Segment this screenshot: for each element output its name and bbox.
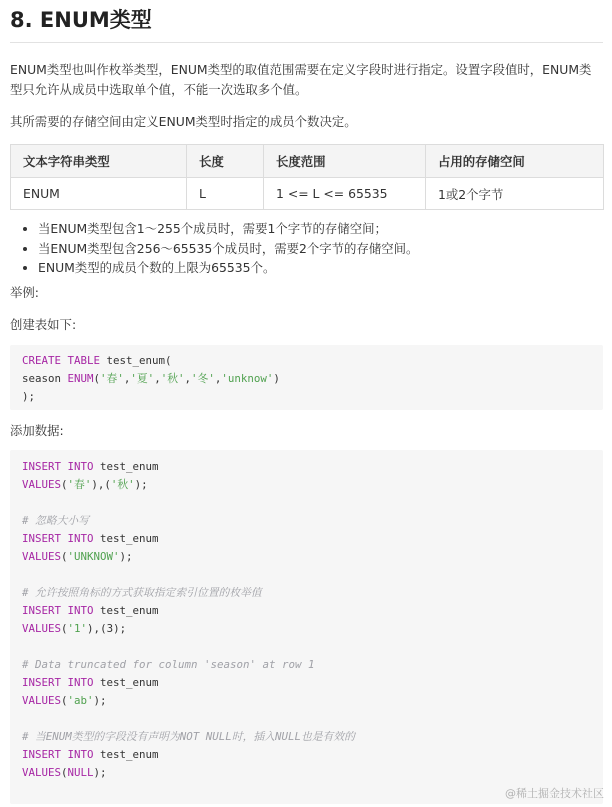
table-cell: 1 <= L <= 65535 <box>264 178 426 210</box>
code-keyword: CREATE TABLE <box>22 353 101 367</box>
code-string: '1' <box>67 621 88 635</box>
intro-paragraph: ENUM类型也叫作枚举类型，ENUM类型的取值范围需要在定义字段时进行指定。设置字段值时，ENUM类型只允许从成员中选取单个值，不能一次选取多个值。 <box>10 62 592 97</box>
code-keyword: ENUM <box>67 371 94 385</box>
table-cell: ENUM <box>11 178 187 210</box>
code-text: ) <box>273 371 280 385</box>
table-header-row <box>11 145 604 178</box>
code-string: 'unknow' <box>221 371 274 385</box>
code-keyword: INSERT INTO <box>22 531 94 545</box>
table-row <box>11 178 604 210</box>
code-text: , <box>154 371 161 385</box>
code-keyword: INSERT INTO <box>22 459 94 473</box>
code-text: test_enum <box>93 747 159 761</box>
code-string: '春' <box>67 477 92 491</box>
code-text: test_enum <box>93 459 159 473</box>
code-keyword: VALUES <box>22 549 62 563</box>
code-string: 'ab' <box>67 693 94 707</box>
table-header-cell: 文本字符串类型 <box>11 145 187 178</box>
code-text: , <box>214 371 222 385</box>
code-string: '秋' <box>110 477 135 491</box>
code-keyword: INSERT INTO <box>22 603 94 617</box>
code-text: , <box>123 371 131 385</box>
code-string: '冬' <box>191 371 215 385</box>
insert-data-label: 添加数据: <box>10 422 64 438</box>
table-cell: 1或2个字节 <box>426 178 604 210</box>
table-header-cell: 占用的存储空间 <box>426 145 604 178</box>
table-header-cell: 长度范围 <box>264 145 426 178</box>
code-keyword: VALUES <box>22 765 62 779</box>
code-text: (3) <box>100 621 120 635</box>
code-text: test_enum( <box>100 353 172 367</box>
code-keyword: INSERT INTO <box>22 747 94 761</box>
code-string: '夏' <box>130 371 155 385</box>
code-text: test_enum <box>93 603 159 617</box>
code-string: '秋' <box>160 371 185 385</box>
code-comment: # Data truncated for column 'season' at row 1 <box>22 657 315 671</box>
code-text: season <box>22 371 68 385</box>
code-string: '春' <box>100 371 124 385</box>
code-string: 'UNKNOW' <box>67 549 120 563</box>
insert-data-code-block: INSERT INTO test_enum VALUES('春'),('秋'); # 忽略大小写 INSERT INTO test_enum VALUES('UNKNOW'); # 允许按照角标的方式获取指定索引位置的枚举值 INSERT INTO test_enum VALUES('1'),(3); # Data truncated for column 'season' at row 1 INSERT INTO test_enum VALUES('ab'); # 当ENUM类型的字段没有声明为NOT NULL时，插入NULL也是有效的 INSERT INTO test_enum VALUES(NULL); <box>10 450 603 804</box>
table-cell: L <box>187 178 264 210</box>
code-keyword: VALUES <box>22 693 62 707</box>
enum-spec-table <box>10 144 604 210</box>
storage-paragraph: 其所需要的存储空间由定义ENUM类型时指定的成员个数决定。 <box>10 114 357 129</box>
example-label: 举例: <box>10 284 39 300</box>
article-body <box>10 0 603 804</box>
storage-bullet-list <box>10 219 603 278</box>
code-keyword: NULL <box>67 765 94 779</box>
list-item: • 当ENUM类型包含256～65535个成员时，需要2个字节的存储空间。 <box>38 239 603 259</box>
code-comment: # 当ENUM类型的字段没有声明为NOT NULL时，插入NULL也是有效的 <box>22 729 355 743</box>
code-text: test_enum <box>93 531 159 545</box>
code-text: test_enum <box>93 675 159 689</box>
code-comment: # 忽略大小写 <box>22 513 89 527</box>
watermark: @稀土掘金技术社区 <box>505 787 604 800</box>
create-table-code-block <box>10 345 603 410</box>
code-keyword: INSERT INTO <box>22 675 94 689</box>
list-item: • ENUM类型的成员个数的上限为65535个。 <box>38 258 603 278</box>
section-heading: 8. ENUM类型 <box>10 0 603 43</box>
create-table-label: 创建表如下: <box>10 316 77 332</box>
code-text: , <box>184 371 192 385</box>
list-item: • 当ENUM类型包含1～255个成员时，需要1个字节的存储空间； <box>38 219 603 239</box>
code-keyword: VALUES <box>22 477 62 491</box>
code-text: ); <box>22 389 36 403</box>
table-header-cell: 长度 <box>187 145 264 178</box>
code-keyword: VALUES <box>22 621 62 635</box>
code-text: ( <box>93 371 101 385</box>
code-comment: # 允许按照角标的方式获取指定索引位置的枚举值 <box>22 585 262 599</box>
